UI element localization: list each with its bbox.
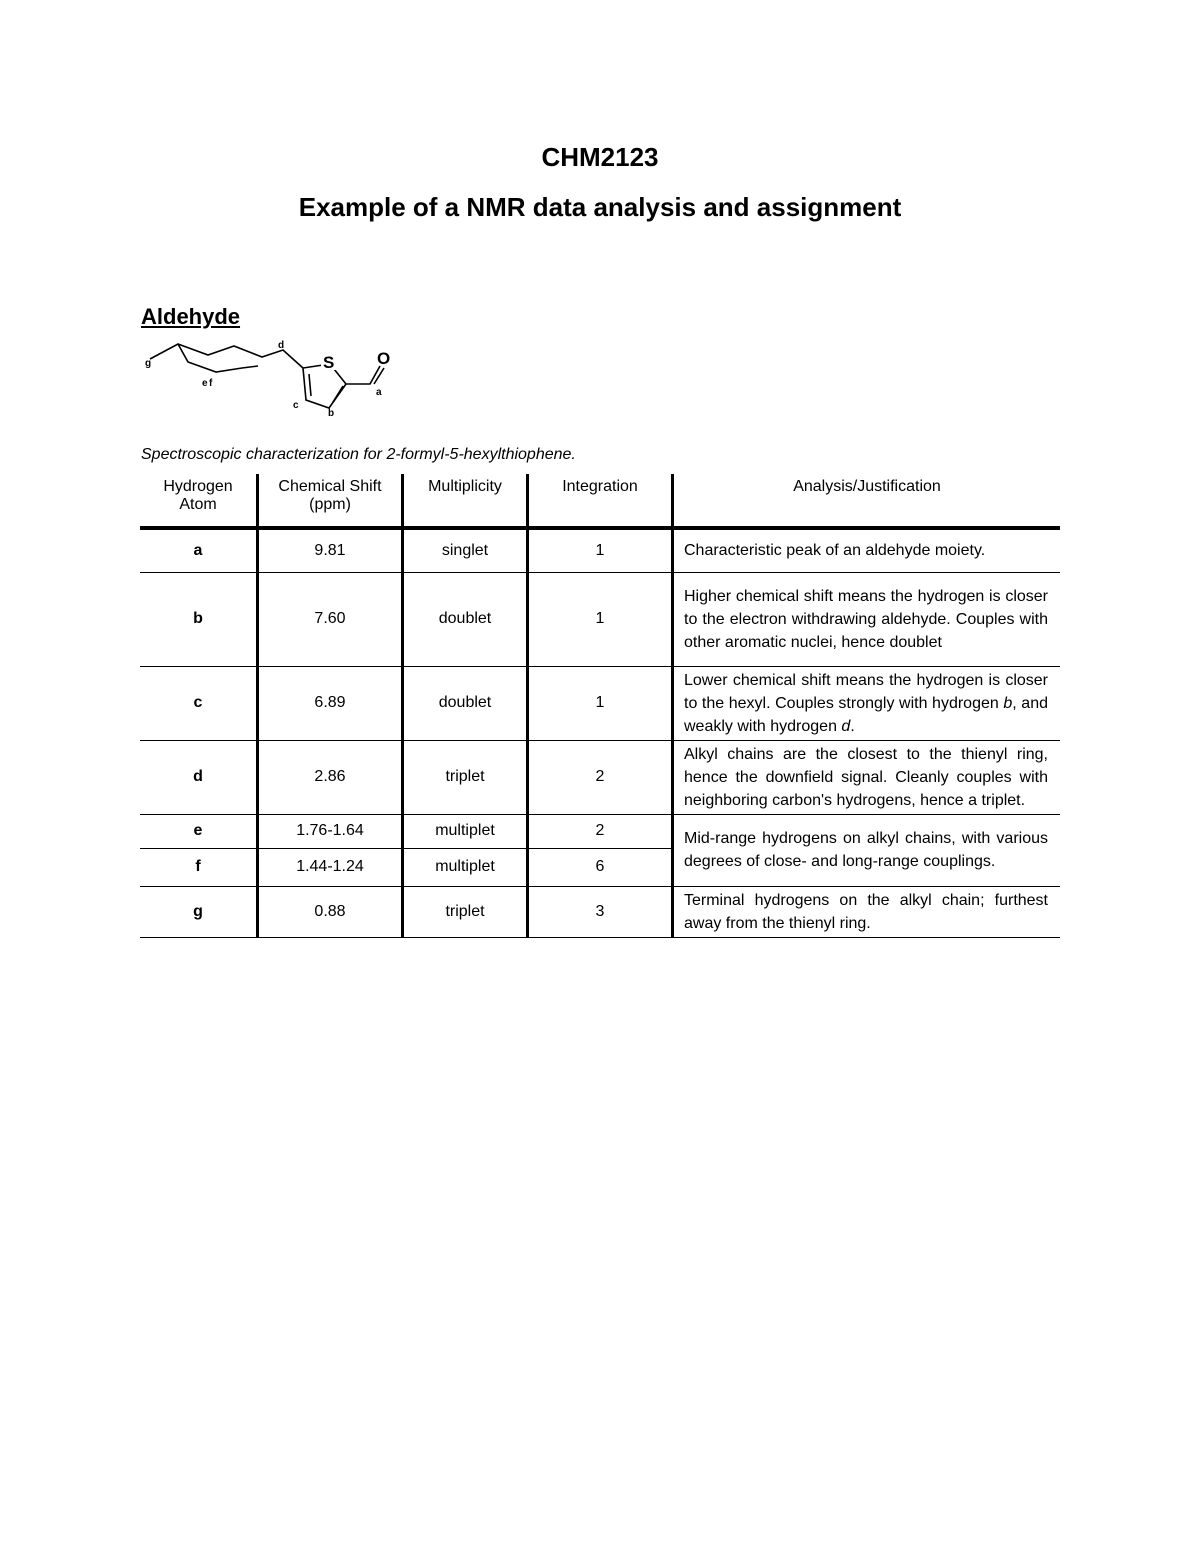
table-caption: Spectroscopic characterization for 2-formyl-5-hexylthiophene. (141, 446, 576, 463)
header-multiplicity: Multiplicity (403, 474, 528, 528)
cell-shift: 0.88 (258, 886, 403, 937)
cell-atom: b (140, 572, 258, 666)
table-row (140, 814, 1060, 848)
cell-analysis: Terminal hydrogens on the alkyl chain; furthest away from the thienyl ring. (673, 886, 1061, 937)
cell-shift: 2.86 (258, 740, 403, 814)
nmr-data-table (140, 474, 1060, 938)
cell-atom: a (140, 528, 258, 572)
cell-analysis: Lower chemical shift means the hydrogen is closer to the hexyl. Couples strongly with hydrogen b, and weakly with hydrogen d. (673, 666, 1061, 740)
oxygen-label: O (377, 349, 391, 368)
cell-atom: f (140, 848, 258, 886)
header-chemical-shift: Chemical Shift (ppm) (258, 474, 403, 528)
cell-shift: 9.81 (258, 528, 403, 572)
cell-atom: d (140, 740, 258, 814)
cell-atom: g (140, 886, 258, 937)
label-g: g (145, 358, 152, 369)
section-heading: Aldehyde (141, 304, 241, 329)
cell-multiplicity: doublet (403, 666, 528, 740)
cell-analysis: Mid-range hydrogens on alkyl chains, with various degrees of close- and long-range couplings. (673, 814, 1061, 886)
cell-integration: 2 (528, 740, 673, 814)
cell-analysis: Characteristic peak of an aldehyde moiety. (673, 528, 1061, 572)
header-analysis: Analysis/Justification (673, 474, 1061, 528)
cell-multiplicity: triplet (403, 886, 528, 937)
label-c: c (293, 400, 299, 411)
hydrogen-d-ref: d (841, 717, 851, 735)
table-row (140, 740, 1060, 814)
table-row (140, 666, 1060, 740)
cell-multiplicity: doublet (403, 572, 528, 666)
sulfur-label: S (323, 353, 335, 372)
cell-multiplicity: multiplet (403, 814, 528, 848)
cell-multiplicity: triplet (403, 740, 528, 814)
header-integration: Integration (528, 474, 673, 528)
cell-shift: 1.44-1.24 (258, 848, 403, 886)
label-a: a (376, 387, 382, 398)
table-row (140, 572, 1060, 666)
cell-atom: e (140, 814, 258, 848)
hydrogen-b-ref: b (1003, 694, 1013, 712)
cell-integration: 6 (528, 848, 673, 886)
cell-multiplicity: singlet (403, 528, 528, 572)
course-code: CHM2123 (541, 142, 659, 172)
cell-integration: 1 (528, 666, 673, 740)
molecule-structure (138, 338, 408, 428)
cell-analysis: Alkyl chains are the closest to the thienyl ring, hence the downfield signal. Cleanly couples with neighboring carbon's hydrogens, hence a triplet. (673, 740, 1061, 814)
cell-shift: 7.60 (258, 572, 403, 666)
table-row (140, 886, 1060, 937)
label-b: b (328, 408, 335, 419)
header-hydrogen-atom: Hydrogen Atom (140, 474, 258, 528)
cell-integration: 3 (528, 886, 673, 937)
label-e: e (202, 378, 208, 389)
cell-integration: 1 (528, 572, 673, 666)
cell-atom: c (140, 666, 258, 740)
table-row (140, 528, 1060, 572)
cell-integration: 1 (528, 528, 673, 572)
cell-shift: 6.89 (258, 666, 403, 740)
cell-shift: 1.76-1.64 (258, 814, 403, 848)
cell-multiplicity: multiplet (403, 848, 528, 886)
table-header-row (140, 474, 1060, 528)
document-title: Example of a NMR data analysis and assignment (298, 192, 902, 222)
cell-analysis: Higher chemical shift means the hydrogen is closer to the electron withdrawing aldehyde. Couples with other aromatic nuclei, hence doublet (673, 572, 1061, 666)
cell-integration: 2 (528, 814, 673, 848)
label-d: d (278, 340, 285, 351)
label-f: f (209, 378, 213, 389)
